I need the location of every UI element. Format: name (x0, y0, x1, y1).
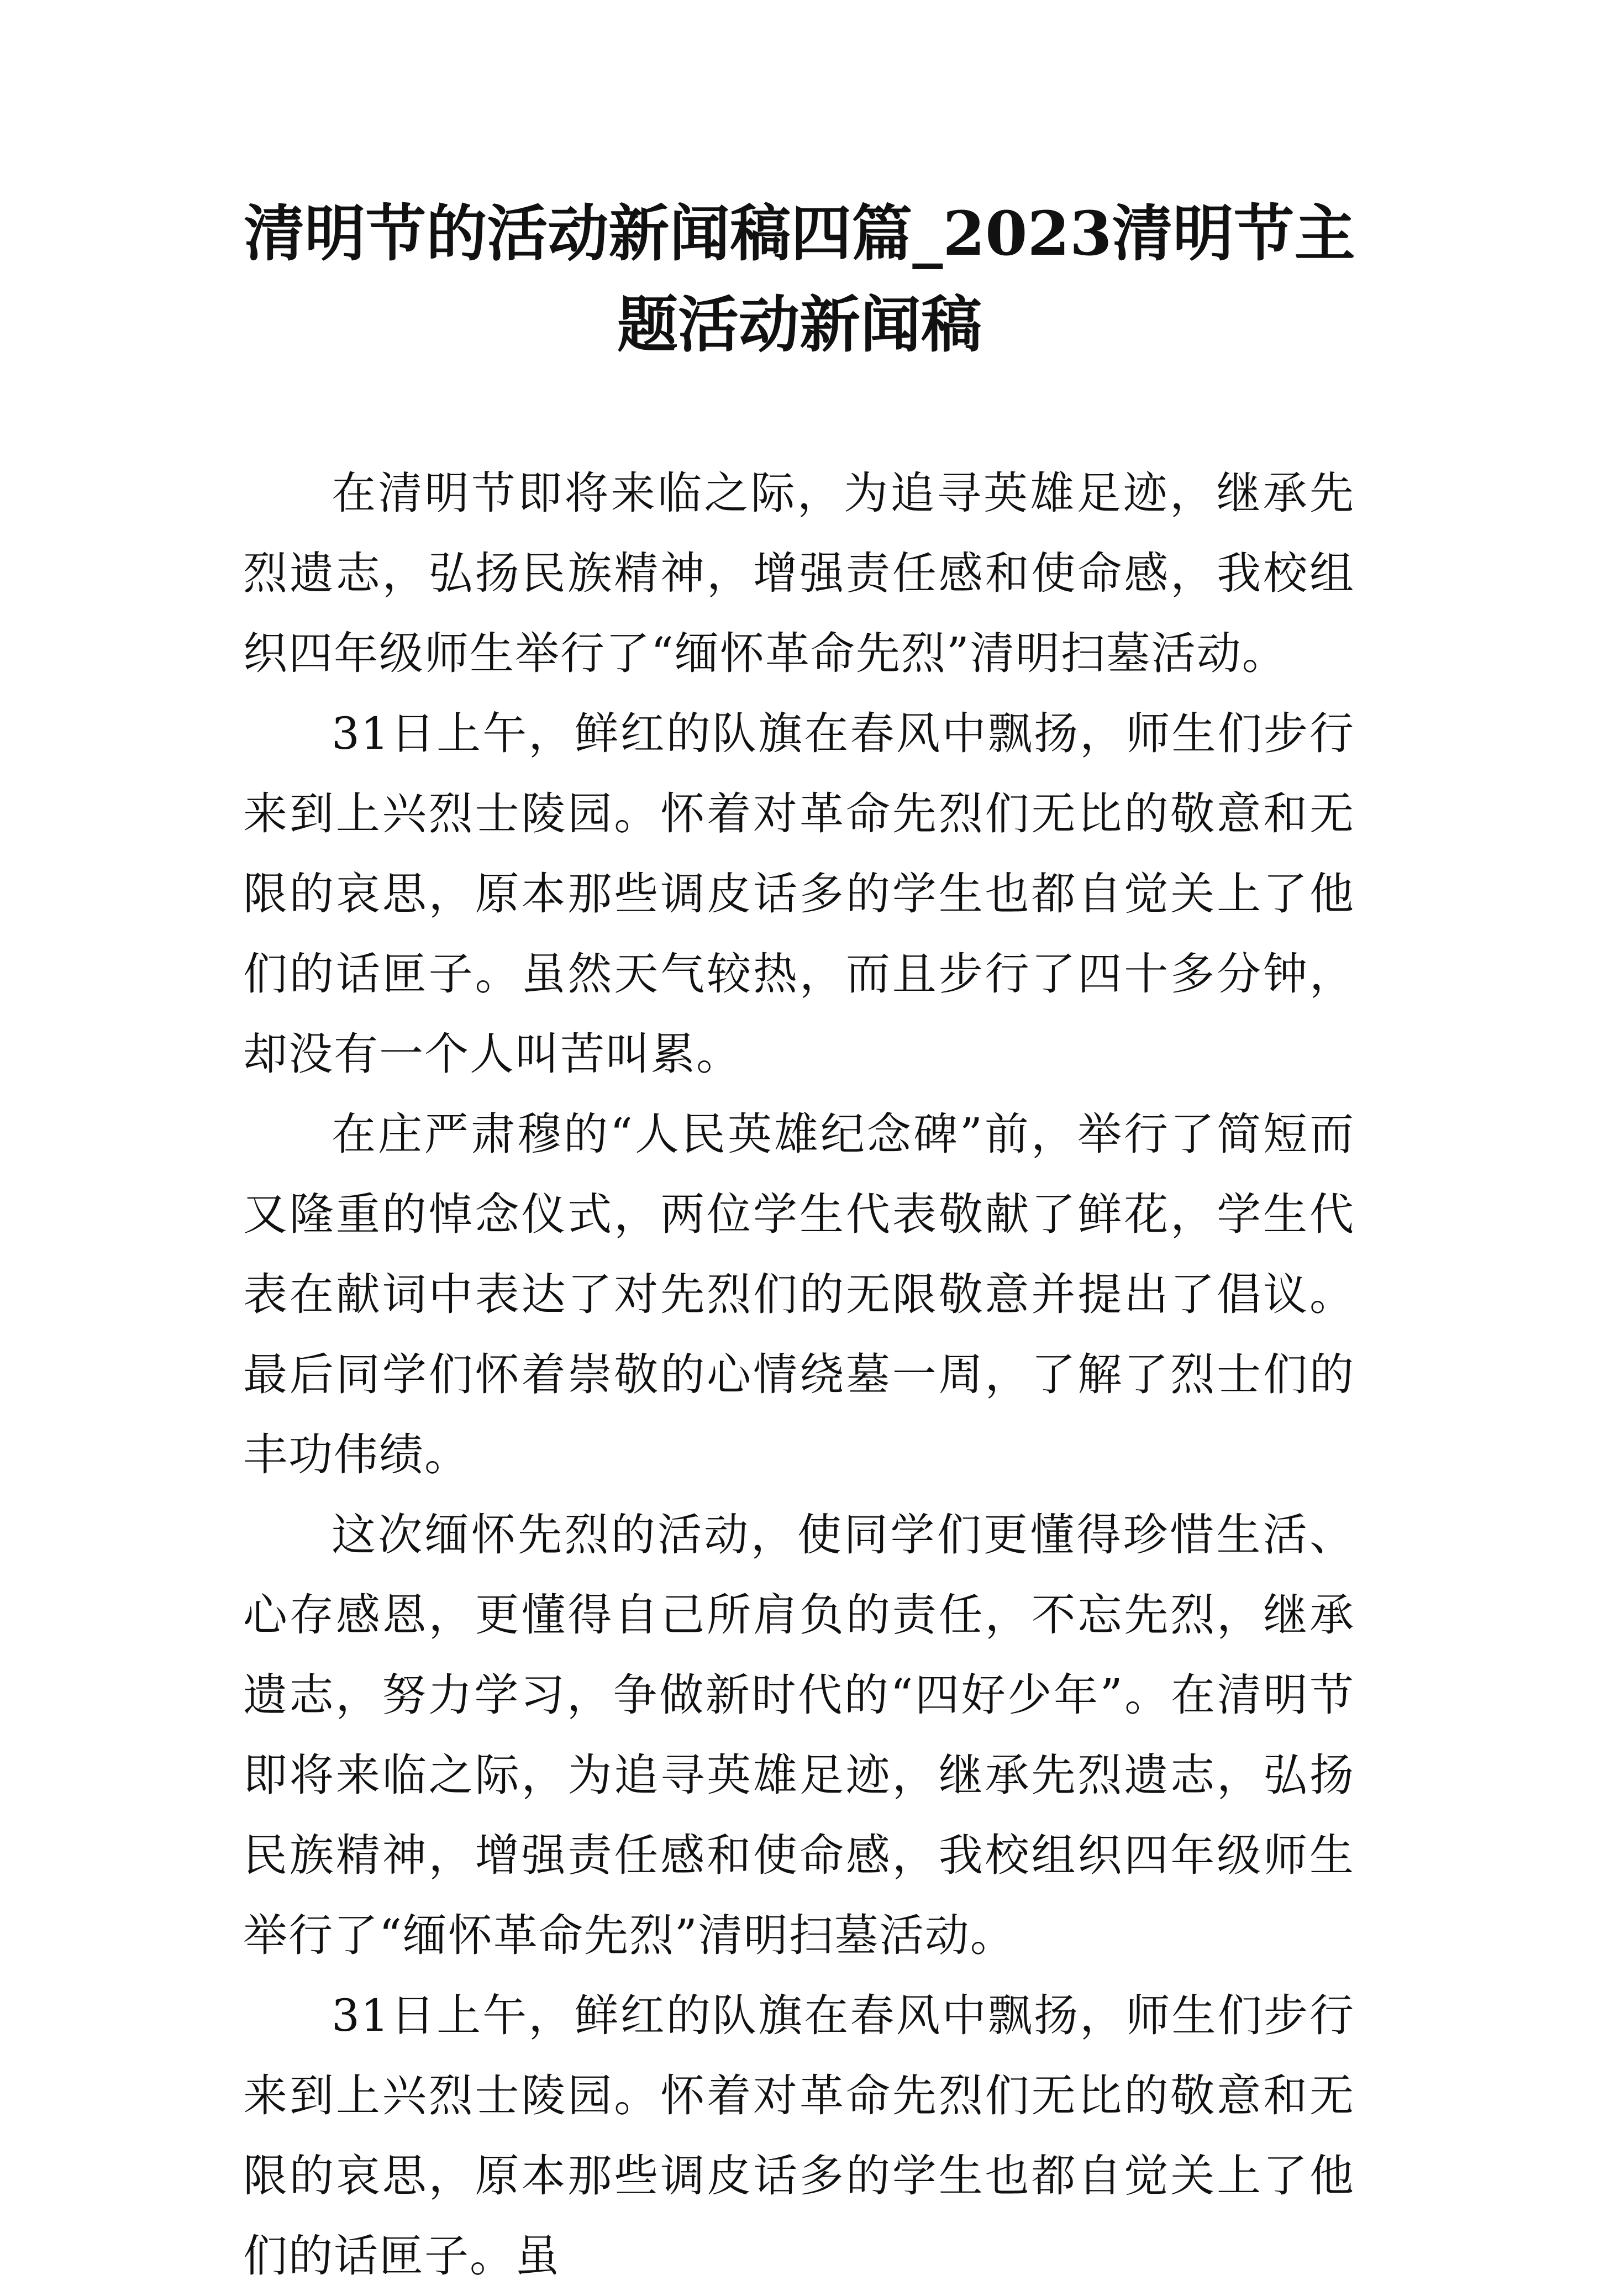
paragraph-4: 这次缅怀先烈的活动，使同学们更懂得珍惜生活、心存感恩，更懂得自己所肩负的责任，不忘先烈，继承遗志，努力学习，争做新时代的“四好少年”。在清明节即将来临之际，为追寻英雄足迹，继承先烈遗志，弘扬民族精神，增强责任感和使命感，我校组织四年级师生举行了“缅怀革命先烈”清明扫墓活动。 (243, 1509, 1355, 1961)
paragraph-5: 31日上午，鲜红的队旗在春风中飘扬，师生们步行来到上兴烈士陵园。怀着对革命先烈们无比的敬意和无限的哀思，原本那些调皮话多的学生也都自觉关上了他们的话匣子。虽 (243, 1990, 1355, 2282)
paragraph-2: 31日上午，鲜红的队旗在春风中飘扬，师生们步行来到上兴烈士陵园。怀着对革命先烈们无比的敬意和无限的哀思，原本那些调皮话多的学生也都自觉关上了他们的话匣子。虽然天气较热，而且步行了四十多分钟，却没有一个人叫苦叫累。 (243, 708, 1355, 1080)
document-body (243, 453, 1355, 2296)
paragraph-3: 在庄严肃穆的“人民英雄纪念碑”前，举行了简短而又隆重的悼念仪式，两位学生代表敬献了鲜花，学生代表在献词中表达了对先烈们的无限敬意并提出了倡议。最后同学们怀着崇敬的心情绕墓一周，了解了烈士们的丰功伟绩。 (243, 1108, 1355, 1480)
document-title: 清明节的活动新闻稿四篇_2023清明节主题活动新闻稿 (244, 198, 1355, 360)
paragraph-1: 在清明节即将来临之际，为追寻英雄足迹，继承先烈遗志，弘扬民族精神，增强责任感和使命感，我校组织四年级师生举行了“缅怀革命先烈”清明扫墓活动。 (243, 467, 1355, 679)
